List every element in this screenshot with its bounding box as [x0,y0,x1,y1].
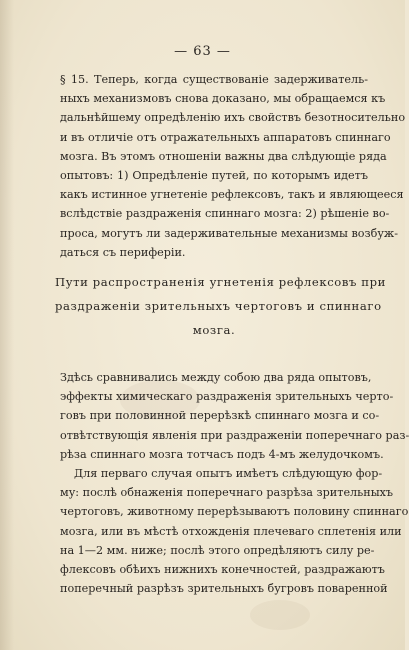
text-line: мозга, или въ мѣстѣ отхожденія плечеваго сплетенія или [60,524,402,538]
text-line: Здѣсь сравнивались между собою два ряда опытовъ, [60,371,372,384]
paragraph-first-case [60,464,409,598]
text-line: § 15. Теперь, когда существованіе задерживатель- [60,73,368,86]
text-line: проса, могутъ ли задерживательные механизмы возбуж- [60,226,398,240]
text-line: Для перваго случая опытъ имѣетъ слѣдующую фор- [74,467,383,480]
text-line: эффекты химическаго раздраженія зрительныхъ черто- [60,390,394,404]
text-line: флексовъ обѣихъ нижнихъ конечностей, раздражаютъ [60,562,385,576]
heading-line: раздраженіи зрительныхъ чертоговъ и спиннаго [55,299,382,313]
page-fold-shadow [0,0,14,650]
text-line: ныхъ механизмовъ снова доказано, мы обращаемся къ [60,92,386,106]
text-line: вслѣдствіе раздраженія спиннаго мозга: 2) рѣшеніе во- [60,207,390,221]
paragraph-comparison [60,368,409,464]
page-number: — 63 — [174,44,231,59]
paper-stain [250,600,310,630]
text-line: мозга. Въ этомъ отношеніи важны два слѣдующіе ряда [60,149,387,163]
text-line: чертоговъ, животному перерѣзываютъ половину спиннаго [60,505,409,519]
text-line: рѣза спиннаго мозга тотчасъ подъ 4-мъ желудочкомъ. [60,447,384,461]
text-line: на 1—2 мм. ниже; послѣ этого опредѣляютъ силу ре- [60,543,375,557]
text-line: говъ при половинной перерѣзкѣ спиннаго мозга и со- [60,409,380,423]
text-line: какъ истинное угнетеніе рефлексовъ, такъ и являющееся [60,188,404,202]
text-line: даться съ периферіи. [60,245,186,259]
heading-line: мозга. [192,323,236,337]
paragraph-15 [60,70,406,262]
text-line: опытовъ: 1) Опредѣленіе путей, по которымъ идетъ [60,168,368,182]
section-heading [55,270,386,342]
text-line: отвѣтствующія явленія при раздраженіи поперечнаго раз- [60,428,409,442]
text-line: дальнѣйшему опредѣленію ихъ свойствъ безотносительно [60,111,406,125]
text-line: и въ отличіе отъ отражательныхъ аппаратовъ спиннаго [60,130,391,144]
heading-line: Пути распространенія угнетенія рефлексовъ при [55,275,386,289]
text-line: му: послѣ обнаженія поперечнаго разрѣза зрительныхъ [60,486,394,500]
text-line: поперечный разрѣзъ зрительныхъ бугровъ поваренной [60,582,388,596]
